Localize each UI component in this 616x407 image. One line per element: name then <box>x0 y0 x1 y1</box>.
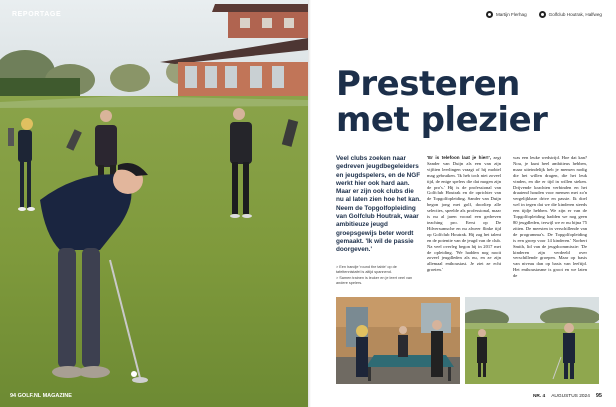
caption-list <box>336 265 416 287</box>
lead-paragraph: Veel clubs zoeken naar gedreven jeugdbegeleiders en jeugdspelers, en de NGF werkt hier ook hard aan. Maar er zijn ook clubs die nu al laten zien hoe het kan. Neem de Topgolfopleiding van Golfclub Houtrak, waar ambitieuze jeugd groepsgewijs beter wordt gemaakt. 'Ik wil de passie doorgeven.' <box>336 155 421 254</box>
left-page-footer: 94 GOLF.NL MAGAZINE <box>10 393 72 399</box>
photo-credit <box>539 11 602 18</box>
issue-date: AUGUSTUS 2024 <box>551 393 590 399</box>
camera-icon <box>539 11 546 18</box>
body-text-2: was een leuke wedstrijd. Hoe dat kan? Nou, je kunt heel ambitieus hebben, maar uiteindelijk heb je mensen nodig die het willen dragen, die het leuk vinden, en die er tijd in willen steken. Drijvende krachten verbinden en het draaiend houden voor mensen met zo'n vergelijkbare drive en passie. Ik doel wel in tegen dat we die kinderen steeds een tijdje hebben. We zijn er van de Topgolfopleiding hadden we nog geen 80 jeugdleden, terwijl we er nu bijna 75 zitten. De meesten in verschillende van de programma's. De Topgolfopleiding is een groep voor 14 kinderen.' Norbert Smith, lid van de jeugdcommissie: 'De kinderen zijn verdeeld over verschillende groepen. Maar op basis van niveau dan op basis van leeftijd. Het enthousiasme is groot en we laten de <box>513 155 587 279</box>
table-tennis-photo <box>336 297 460 384</box>
right-page-footer <box>533 393 602 399</box>
caption-1: > Een handje 'round the table' op de tafeltennistafel is altijd spannend. <box>336 265 397 274</box>
headline-line-2: met plezier <box>336 100 548 140</box>
photographer-name: Golfclub Houtrak, Halfweg <box>548 12 602 17</box>
credits <box>486 11 602 18</box>
page-gutter <box>308 0 311 407</box>
body-column-2 <box>513 155 587 279</box>
body-column-1 <box>427 155 501 273</box>
body-text-1: zegt Sander van Duijn als een van zijn vijftien leerlingen vraagt of hij mobiel mag gebruiken. 'Ik heb toch niet zoveel tijd, de enige spelers die dat mogen zijn de pro's.' Hij is de professional van Golfclub Houtrak en de oprichter van de Topgolfopleiding. Sander van Duijn begon jong met golf, doorliep alle selecties, speelde als professional, maar is nu al jaren vooral een gedreven teaching pro. Eerst op De Hilversumsche en nu alweer flinke tijd op Golfclub Houtrak. Hij zag het talent en de potentie van de jeugd van de club. Na veel overleg begon hij in 2017 met de opleiding. 'We hadden nog nooit zoveel jeugdleden als nu, en ze zijn allemaal enthousiast. Je ziet ze echt groeien.' <box>427 155 501 273</box>
author-credit <box>486 11 527 18</box>
headline-line-1: Presteren <box>336 64 520 104</box>
caption-2: > Samen trainen is leuker en je leert veel van andere spelers. <box>336 276 413 285</box>
pen-icon <box>486 11 493 18</box>
page-number: 95 <box>595 393 602 399</box>
article-headline <box>336 66 596 138</box>
section-label: REPORTAGE <box>12 11 62 18</box>
body-intro: 'Er is telefoon laat je hier!', <box>427 155 492 160</box>
issue-number: NR. 4 <box>532 393 546 399</box>
author-name: Martijn Flerhag <box>495 12 527 17</box>
practice-green-photo <box>465 297 599 384</box>
